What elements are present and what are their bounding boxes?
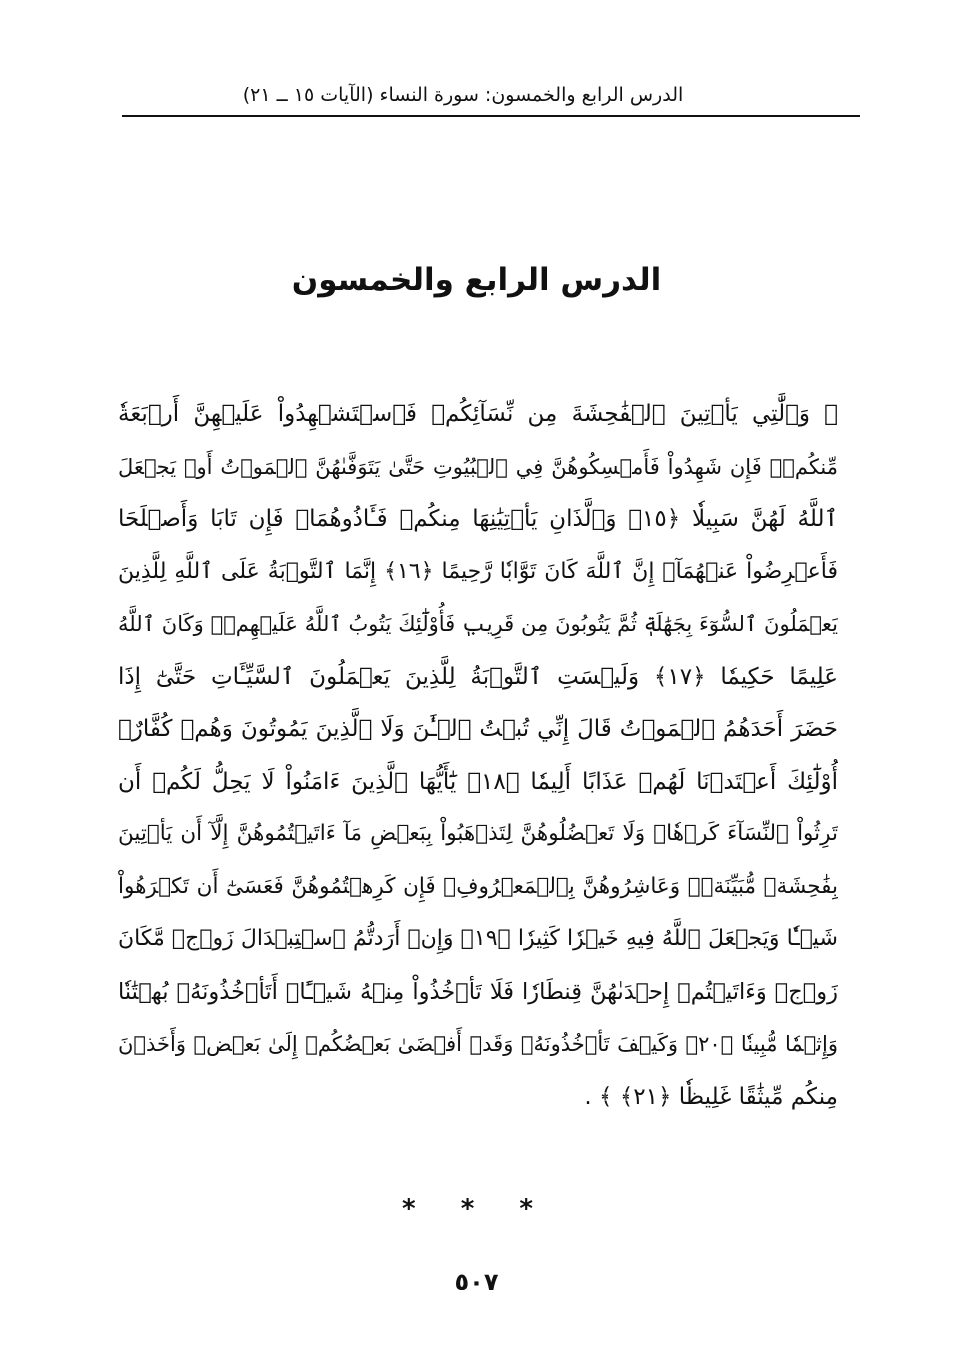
verse-line: شَيۡـٔٗا وَيَجۡعَلَ ٱللَّهُ فِيهِ خَيۡرٗا كَثِيرٗا ﴿١٩﴾ وَإِنۡ أَرَدتُّمُ ٱسۡتِبۡدَالَ زَوۡجٖ مَّكَانَ	[118, 926, 838, 951]
section-separator-asterisks: * * *	[402, 1194, 551, 1224]
verse-line: بِفَٰحِشَةٖ مُّبَيِّنَةٖۚ وَعَاشِرُوهُنَّ بِٱلۡمَعۡرُوفِۚ فَإِن كَرِهۡتُمُوهُنَّ فَعَسَىٰٓ أَن تَكۡرَهُواْ	[118, 873, 838, 899]
quran-verses-block	[118, 388, 838, 1148]
verse-line-last: مِنكُم مِّيثَٰقًا غَلِيظٗا ﴿٢١﴾ ﴾ .	[584, 1083, 838, 1110]
header-rule	[122, 115, 860, 117]
verse-line: زَوۡجٖ وَءَاتَيۡتُمۡ إِحۡدَىٰهُنَّ قِنطَارٗا فَلَا تَأۡخُذُواْ مِنۡهُ شَيۡـًٔاۚ أَتَأۡخُذُونَهُۥ بُهۡتَٰنٗا	[118, 978, 838, 1005]
running-header: الدرس الرابع والخمسون: سورة النساء (الآيات ١٥ ــ ٢١)	[242, 84, 684, 106]
verse-line: فَأَعۡرِضُواْ عَنۡهُمَآۗ إِنَّ ٱللَّهَ كَانَ تَوَّابٗا رَّحِيمًا ﴿١٦﴾ إِنَّمَا ٱلتَّوۡبَةُ عَلَى ٱللَّهِ لِلَّذِينَ	[118, 558, 838, 584]
verse-line: تَرِثُواْ ٱلنِّسَآءَ كَرۡهٗاۖ وَلَا تَعۡضُلُوهُنَّ لِتَذۡهَبُواْ بِبَعۡضِ مَآ ءَاتَيۡتُمُوهُنَّ إِلَّآ أَن يَأۡتِينَ	[118, 821, 838, 846]
verse-line: ﴿ وَٱلَّٰتِي يَأۡتِينَ ٱلۡفَٰحِشَةَ مِن نِّسَآئِكُمۡ فَٱسۡتَشۡهِدُواْ عَلَيۡهِنَّ أَرۡبَعَةٗ	[118, 401, 838, 427]
verse-line: يَعۡمَلُونَ ٱلسُّوٓءَ بِجَهَٰلَةٖ ثُمَّ يَتُوبُونَ مِن قَرِيبٖ فَأُوْلَٰٓئِكَ يَتُوبُ ٱللَّهُ عَلَيۡهِمۡۗ وَكَانَ ٱللَّهُ	[118, 612, 838, 636]
verse-line: ٱللَّهُ لَهُنَّ سَبِيلٗا ﴿١٥﴾ وَٱلَّذَانِ يَأۡتِيَٰنِهَا مِنكُمۡ فَـَٔاذُوهُمَاۖ فَإِن تَابَا وَأَصۡلَحَا	[118, 506, 838, 532]
verse-line: أُوْلَٰٓئِكَ أَعۡتَدۡنَا لَهُمۡ عَذَابًا أَلِيمٗا ﴿١٨﴾ يَٰٓأَيُّهَا ٱلَّذِينَ ءَامَنُواْ لَا يَحِلُّ لَكُمۡ أَن	[118, 768, 838, 795]
verse-line: مِّنكُمۡۖ فَإِن شَهِدُواْ فَأَمۡسِكُوهُنَّ فِي ٱلۡبُيُوتِ حَتَّىٰ يَتَوَفَّىٰهُنَّ ٱلۡمَوۡتُ أَوۡ يَجۡعَلَ	[118, 454, 838, 479]
verse-line: عَلِيمًا حَكِيمٗا ﴿١٧﴾ وَلَيۡسَتِ ٱلتَّوۡبَةُ لِلَّذِينَ يَعۡمَلُونَ ٱلسَّيِّـَٔاتِ حَتَّىٰٓ إِذَا	[118, 663, 838, 690]
page-number: ٥٠٧	[454, 1268, 499, 1296]
lesson-title: الدرس الرابع والخمسون	[291, 262, 662, 298]
verse-line: حَضَرَ أَحَدَهُمُ ٱلۡمَوۡتُ قَالَ إِنِّي تُبۡتُ ٱلۡـَٰٔنَ وَلَا ٱلَّذِينَ يَمُوتُونَ وَهُمۡ كُفَّارٌۚ	[118, 716, 838, 742]
verse-line: وَإِثۡمٗا مُّبِينٗا ﴿٢٠﴾ وَكَيۡفَ تَأۡخُذُونَهُۥ وَقَدۡ أَفۡضَىٰ بَعۡضُكُمۡ إِلَىٰ بَعۡضٖ وَأَخَذۡنَ	[118, 1032, 838, 1056]
